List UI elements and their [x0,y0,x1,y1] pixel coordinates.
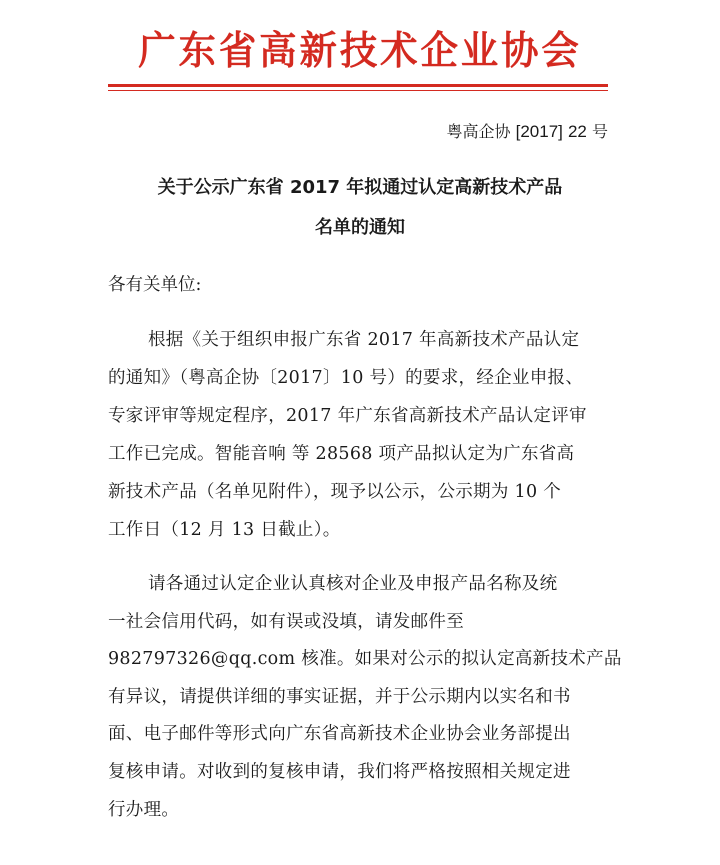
notice-title-line-2: 名单的通知 [315,217,405,238]
document-number-year: [2017] [515,122,563,141]
document-number-prefix: 粤高企协 [446,122,511,141]
document-number-suffix: 号 [591,122,608,141]
letterhead-organization: 广东省高新技术企业协会 [138,29,582,74]
body-line: 复核申请。对收到的复核申请，我们将严格按照相关规定进 [108,761,571,782]
body-line-email: 982797326@qq.com 核准。如果对公示的拟认定高新技术产品 [108,649,622,670]
document-number-value: 22 [567,122,587,141]
body-line: 根据《关于组织申报广东省 2017 年高新技术产品认定 [148,330,580,350]
body-line: 面、电子邮件等形式向广东省高新技术企业协会业务部提出 [108,724,571,745]
body-line: 的通知》（粤高企协〔2017〕10 号）的要求，经企业申报、 [108,368,584,388]
document-number [447,120,609,144]
body-paragraph-2 [108,566,628,829]
body-line: 有异议，请提供详细的事实证据，并于公示期内以实名和书 [108,686,571,707]
letterhead-red-rule-thick [108,84,608,87]
letterhead-red-rule-thin [108,90,608,91]
body-line: 工作日（12 月 13 日截止）。 [108,520,341,540]
body-line: 请各通过认定企业认真核对企业及申报产品名称及统 [148,574,558,594]
body-line: 行办理。 [108,799,180,820]
salutation: 各有关单位: [108,275,202,295]
body-line: 专家评审等规定程序，2017 年广东省高新技术产品认定评审 [108,406,587,426]
notice-title-line-1: 关于公示广东省 2017 年拟通过认定高新技术产品 [157,177,563,198]
body-paragraph-1 [108,321,628,549]
body-line: 新技术产品（名单见附件），现予以公示，公示期为 10 个 [108,482,562,502]
body-line: 一社会信用代码，如有误或没填，请发邮件至 [108,611,464,632]
body-line: 工作已完成。智能音响 等 28568 项产品拟认定为广东省高 [108,444,575,464]
